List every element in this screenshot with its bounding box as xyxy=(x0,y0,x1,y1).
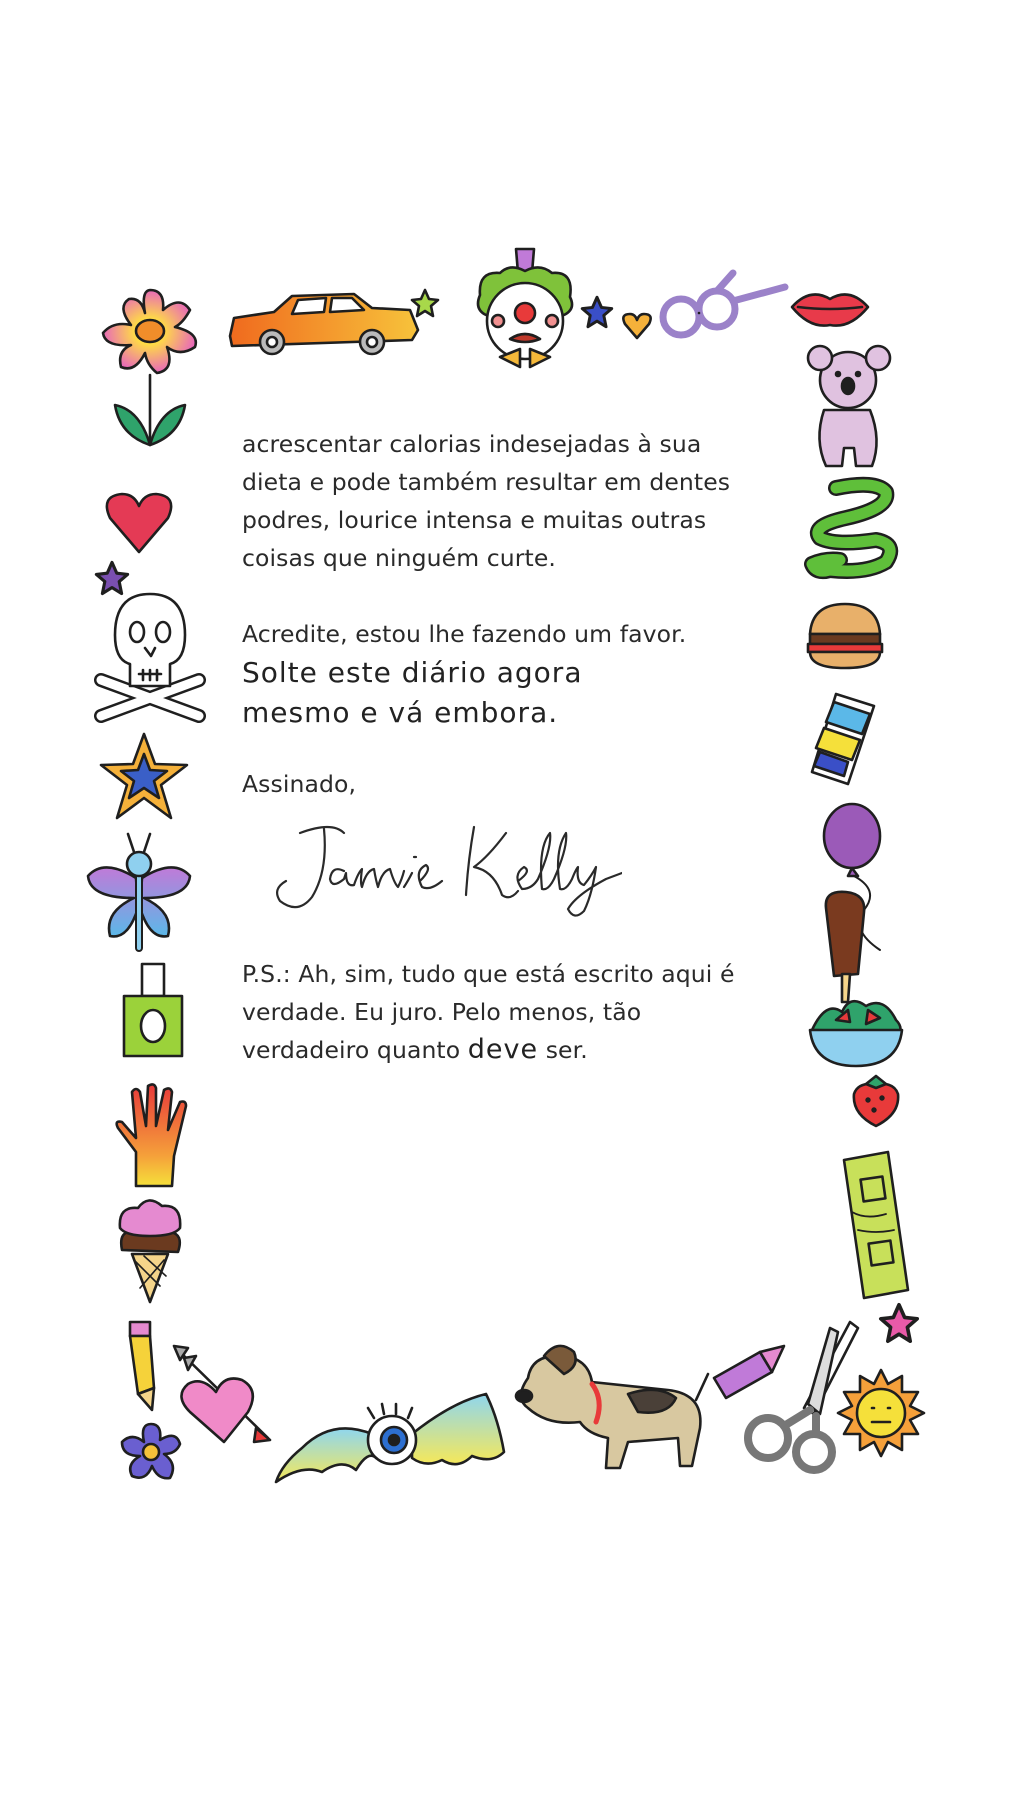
text-line: podres, lourice intensa e muitas outras xyxy=(242,506,707,534)
snake-icon xyxy=(806,478,896,578)
star-small-icon xyxy=(878,1302,920,1344)
car-icon xyxy=(222,290,422,360)
heart-small-icon xyxy=(622,312,652,340)
signature xyxy=(262,811,622,925)
text-segment: ser. xyxy=(538,1036,588,1064)
flower-icon xyxy=(95,285,205,475)
strawberry-icon xyxy=(848,1070,904,1130)
text-line xyxy=(242,1031,735,1069)
star-small-icon xyxy=(580,295,614,329)
text-line: acrescentar calorias indesejadas à sua xyxy=(242,430,702,458)
star-icon xyxy=(98,730,190,822)
star-small-icon xyxy=(410,288,440,318)
butterfly-icon xyxy=(84,828,194,953)
paragraph-2 xyxy=(242,615,686,733)
heart-arrow-icon xyxy=(168,1342,278,1452)
koala-icon xyxy=(808,340,888,470)
pencil-icon xyxy=(124,1318,164,1418)
text-line: verdade. Eu juro. Pelo menos, tão xyxy=(242,998,642,1026)
sun-icon xyxy=(836,1368,926,1458)
closing-text: Assinado, xyxy=(242,770,357,798)
text-segment: verdadeiro quanto xyxy=(242,1036,468,1064)
winged-eye-icon xyxy=(272,1378,512,1488)
clown-icon xyxy=(470,245,580,370)
emphasis-word: deve xyxy=(467,1034,539,1065)
postscript xyxy=(242,955,735,1069)
ice-cream-icon xyxy=(114,1190,186,1305)
warning-line: Solte este diário agora xyxy=(242,656,583,689)
skull-crossbones-icon xyxy=(95,590,205,730)
burger-icon xyxy=(806,600,884,672)
text-line: P.S.: Ah, sim, tudo que está escrito aqui é xyxy=(242,960,735,988)
lips-icon xyxy=(790,285,870,330)
salad-icon xyxy=(806,990,906,1070)
paragraph-1 xyxy=(242,425,730,577)
money-icon xyxy=(836,1150,916,1300)
closing xyxy=(242,765,356,803)
text-line: Acredite, estou lhe fazendo um favor. xyxy=(242,620,687,648)
warning-line: mesmo e vá embora. xyxy=(242,696,559,729)
heart-icon xyxy=(104,490,174,555)
text-line: coisas que ninguém curte. xyxy=(242,544,556,572)
dog-icon xyxy=(508,1338,708,1478)
hand-icon xyxy=(112,1082,192,1192)
nail-polish-icon xyxy=(118,960,188,1060)
soda-can-icon xyxy=(808,688,878,788)
glasses-icon xyxy=(655,265,790,345)
text-line: dieta e pode também resultar em dentes xyxy=(242,468,731,496)
